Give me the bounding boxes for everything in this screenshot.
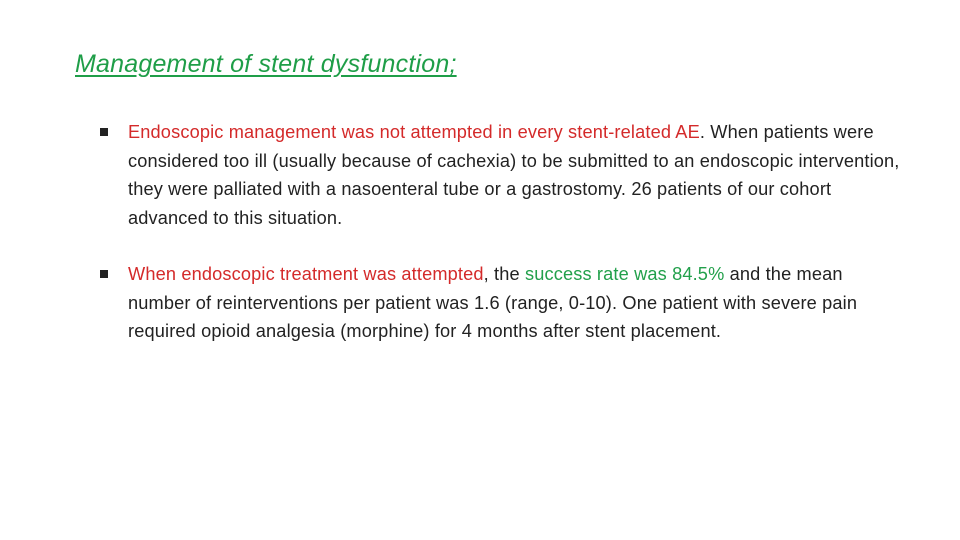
bullet-2-segment-1: When endoscopic treatment was attempted bbox=[128, 264, 484, 284]
bullet-list bbox=[100, 118, 900, 346]
bullet-1-segment-2: . When patients were considered too ill (usually because of cachexia) to be submitted to an endoscopic intervention, they were palliated with a nasoenteral tube or a gastrostomy. 26 patients of our cohort advanced to this situation. bbox=[128, 122, 900, 228]
bullet-2-segment-4: and the mean number of reinterventions per patient was 1.6 (range, 0-10). One patient with severe pain required opioid analgesia (morphine) for 4 months after stent placement. bbox=[128, 264, 858, 341]
bullet-item-2 bbox=[100, 260, 900, 346]
slide-title: Management of stent dysfunction; bbox=[75, 50, 457, 78]
square-bullet-icon bbox=[100, 270, 108, 278]
bullet-2-segment-2: , the bbox=[483, 264, 525, 284]
square-bullet-icon bbox=[100, 128, 108, 136]
bullet-1-segment-1: Endoscopic management was not attempted in every stent-related AE bbox=[128, 122, 700, 142]
bullet-2-segment-3: success rate was 84.5% bbox=[524, 264, 725, 284]
bullet-item-1 bbox=[100, 118, 900, 232]
